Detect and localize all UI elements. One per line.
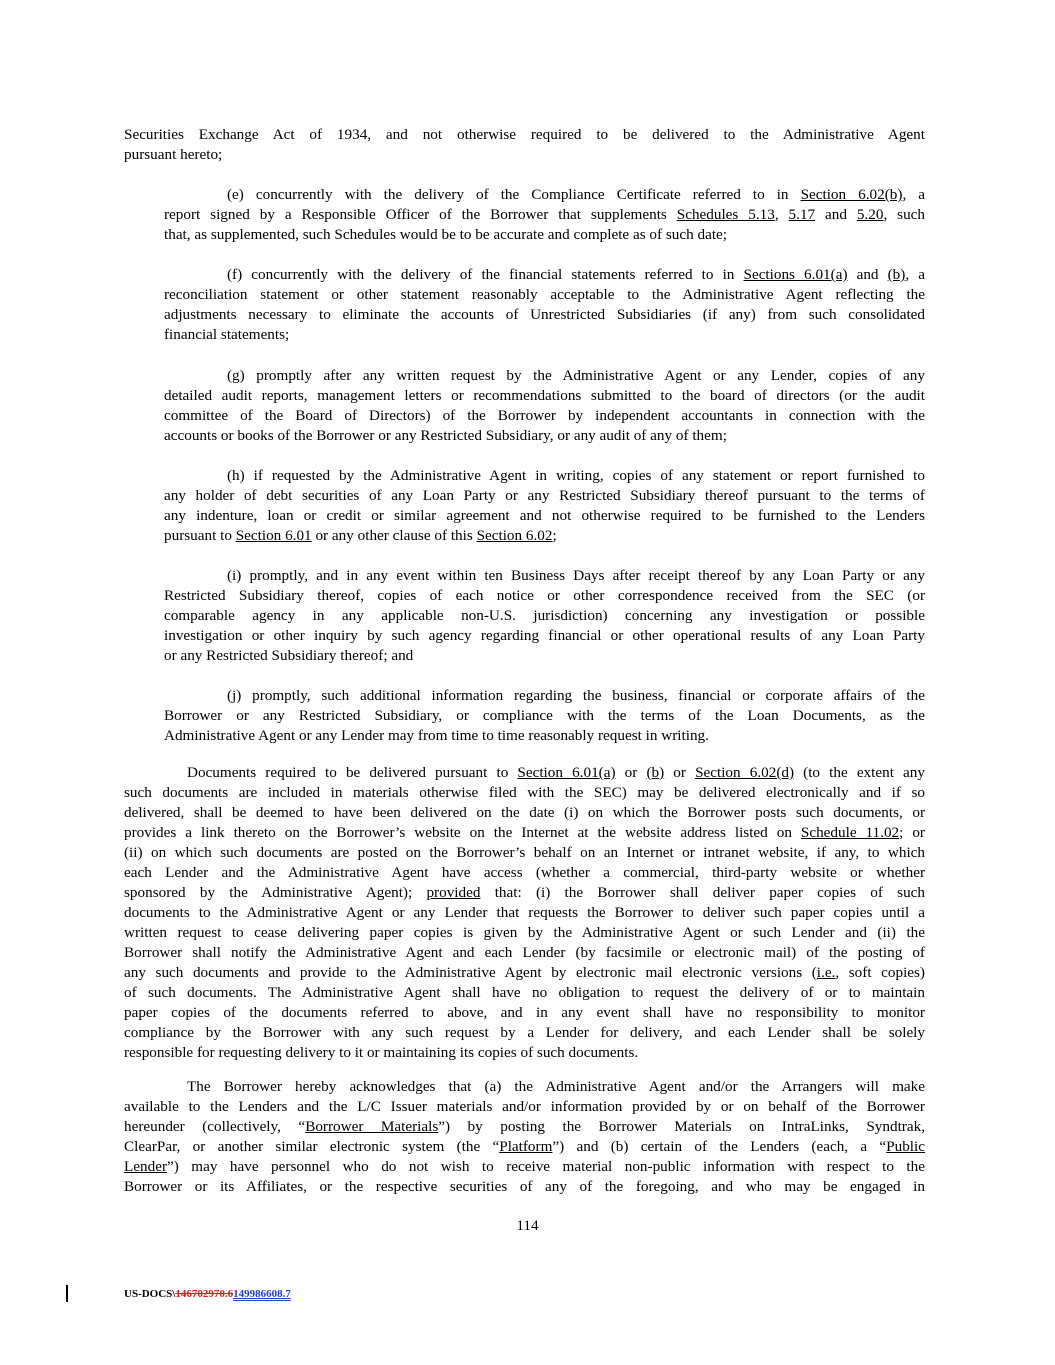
section-reference[interactable]: Section 6.02(d) — [695, 764, 795, 781]
text-line: any holder of debt securities of any Loan Party or any Restricted Subsidiary thereof pursuant to the terms of — [164, 487, 925, 504]
text-segment: ”) by posting the Borrower Materials on IntraLinks, Syndtrak, — [438, 1118, 925, 1135]
text-line: or any Restricted Subsidiary thereof; and — [164, 647, 414, 664]
clause-h-paragraph — [124, 466, 925, 546]
text-line: Securities Exchange Act of 1934, and not otherwise required to be delivered to the Administrative Agent — [124, 126, 925, 143]
text-segment: , — [774, 206, 789, 223]
text-line: Borrower shall notify the Administrative Agent and each Lender (by facsimile or electronic mail) of the posting of — [124, 944, 925, 961]
text-line — [124, 205, 925, 225]
text-line — [124, 265, 925, 285]
text-segment: sponsored by the Administrative Agent); — [124, 884, 427, 901]
text-line: pursuant hereto; — [124, 146, 223, 163]
text-segment: or any other clause of this — [311, 527, 477, 544]
page-number: 114 — [516, 1217, 539, 1234]
text-line: committee of the Board of Directors) of the Borrower by independent accountants in connection with the — [164, 407, 925, 424]
text-segment: provides a link thereto on the Borrower’s website on the Internet at the website address listed on — [124, 824, 801, 841]
text-line: adjustments necessary to eliminate the accounts of Unrestricted Subsidiaries (if any) from such consolidated — [164, 306, 925, 323]
text-segment: ClearPar, or another similar electronic system (the “ — [124, 1138, 500, 1155]
text-segment: report signed by a Responsible Officer of the Borrower that supplements — [164, 206, 677, 223]
defined-term: Lender — [124, 1158, 168, 1175]
schedule-reference[interactable]: 5.20 — [856, 206, 884, 223]
clause-j-paragraph — [124, 686, 925, 746]
documents-delivery-paragraph — [124, 763, 925, 1063]
text-segment: that: (i) the Borrower shall deliver paper copies of such — [480, 884, 925, 901]
text-line — [124, 185, 925, 205]
text-segment: , such — [883, 206, 925, 223]
text-segment: (to the extent any — [794, 764, 925, 781]
text-line — [124, 883, 925, 903]
text-line: Borrower or its Affiliates, or the respective securities of any of the foregoing, and who may be engaged in — [124, 1178, 925, 1195]
text-line: Borrower or any Restricted Subsidiary, or compliance with the terms of the Loan Documents, as the — [164, 707, 925, 724]
text-segment: , a — [905, 266, 925, 283]
defined-term: provided — [426, 884, 481, 901]
text-segment: and — [847, 266, 888, 283]
text-line: investigation or other inquiry by such agency regarding financial or other operational results of any Loan Party — [164, 627, 925, 644]
text-line: comparable agency in any applicable non-U.S. jurisdiction) concerning any investigation or possible — [164, 607, 925, 624]
text-line: (i) promptly, and in any event within ten Business Days after receipt thereof by any Loan Party or any — [227, 567, 925, 584]
clause-g-paragraph — [124, 366, 925, 446]
text-segment: and — [815, 206, 857, 223]
text-line — [124, 763, 925, 783]
document-id-footer — [124, 1288, 291, 1300]
text-line — [124, 1137, 925, 1157]
inserted-document-id: 149986608.7 — [233, 1288, 291, 1300]
text-line: The Borrower hereby acknowledges that (a) the Administrative Agent and/or the Arrangers will make — [187, 1078, 925, 1095]
defined-term: Public — [886, 1138, 925, 1155]
text-line: delivered, shall be deemed to have been delivered on the date (i) on which the Borrower posts such documents, or — [124, 804, 925, 821]
text-segment: , soft copies) — [835, 964, 925, 981]
text-segment: (e) concurrently with the delivery of the Compliance Certificate referred to in — [227, 186, 801, 203]
text-line: that, as supplemented, such Schedules would be to be accurate and complete as of such date; — [164, 226, 728, 243]
section-reference[interactable]: (b) — [887, 266, 906, 283]
section-reference[interactable]: Section 6.01 — [235, 527, 312, 544]
text-line: any indenture, loan or credit or similar agreement and not otherwise required to be furnished to the Lenders — [164, 507, 925, 524]
text-segment: (f) concurrently with the delivery of the financial statements referred to in — [227, 266, 744, 283]
section-reference[interactable]: Section 6.02 — [476, 527, 553, 544]
deleted-document-id: 146702970.6 — [175, 1288, 234, 1300]
text-segment: any such documents and provide to the Administrative Agent by electronic mail electronic versions ( — [124, 964, 817, 981]
defined-term: Platform — [499, 1138, 553, 1155]
text-line — [124, 823, 925, 843]
text-segment: or — [664, 764, 696, 781]
text-line: financial statements; — [164, 326, 290, 343]
text-segment: pursuant to — [164, 527, 236, 544]
text-line: (h) if requested by the Administrative Agent in writing, copies of any statement or report furnished to — [227, 467, 925, 484]
text-segment: ”) may have personnel who do not wish to receive material non-public information with respect to the — [167, 1158, 925, 1175]
section-reference[interactable]: Section 6.02(b) — [800, 186, 903, 203]
text-line: (g) promptly after any written request by the Administrative Agent or any Lender, copies of any — [227, 367, 925, 384]
text-line — [124, 526, 925, 546]
text-segment: ; — [552, 527, 557, 544]
section-reference[interactable]: (b) — [646, 764, 665, 781]
clause-f-paragraph — [124, 265, 925, 345]
text-line: of such documents. The Administrative Agent shall have no obligation to request the delivery of or to maintain — [124, 984, 925, 1001]
intro-paragraph — [124, 125, 925, 165]
text-line — [124, 963, 925, 983]
text-line: Administrative Agent or any Lender may from time to time reasonably request in writing. — [164, 727, 709, 744]
text-line: available to the Lenders and the L/C Issuer materials and/or information provided by or on behalf of the Borrower — [124, 1098, 925, 1115]
defined-term: i.e. — [816, 964, 836, 981]
section-reference[interactable]: Sections 6.01(a) — [743, 266, 848, 283]
text-line: written request to cease delivering paper copies is given by the Administrative Agent or such Lender and (ii) the — [124, 924, 925, 941]
text-line: responsible for requesting delivery to it or maintaining its copies of such documents. — [124, 1044, 639, 1061]
text-line — [124, 1157, 925, 1177]
borrower-acknowledgement-paragraph — [124, 1077, 925, 1197]
schedule-reference[interactable]: 5.17 — [788, 206, 816, 223]
text-line — [124, 1117, 925, 1137]
text-segment: , a — [902, 186, 925, 203]
clause-e-paragraph — [124, 185, 925, 245]
text-line: (ii) on which such documents are posted on the Borrower’s behalf on an Internet or intranet website, if any, to which — [124, 844, 925, 861]
defined-term: Borrower Materials — [305, 1118, 439, 1135]
clause-i-paragraph — [124, 566, 925, 666]
text-line: compliance by the Borrower with any such request by a Lender for delivery, and each Lender shall be solely — [124, 1024, 925, 1041]
revision-change-bar — [66, 1285, 68, 1302]
document-id-prefix: US-DOCS\ — [124, 1288, 176, 1300]
text-line: accounts or books of the Borrower or any Restricted Subsidiary, or any audit of any of them; — [164, 427, 727, 444]
text-line: reconciliation statement or other statement reasonably acceptable to the Administrative Agent reflecting the — [164, 286, 925, 303]
text-line: Restricted Subsidiary thereof, copies of each notice or other correspondence received from the SEC (or — [164, 587, 925, 604]
schedule-reference[interactable]: Schedules 5.13 — [676, 206, 775, 223]
text-line: documents to the Administrative Agent or any Lender that requests the Borrower to deliver such paper copies until a — [124, 904, 925, 921]
text-line: such documents are included in materials otherwise filed with the SEC) may be delivered electronically and if so — [124, 784, 925, 801]
text-line: detailed audit reports, management letters or recommendations submitted to the board of directors (or the audit — [164, 387, 925, 404]
text-line: (j) promptly, such additional information regarding the business, financial or corporate affairs of the — [227, 687, 925, 704]
text-segment: hereunder (collectively, “ — [124, 1118, 306, 1135]
text-segment: Documents required to be delivered pursuant to — [187, 764, 518, 781]
text-segment: ”) and (b) certain of the Lenders (each, a “ — [552, 1138, 887, 1155]
text-line: paper copies of the documents referred to above, and in any event shall have no responsibility to monitor — [124, 1004, 925, 1021]
text-segment: or — [615, 764, 647, 781]
schedule-reference[interactable]: Schedule 11.02 — [800, 824, 900, 841]
text-segment: ; or — [899, 824, 925, 841]
text-line: each Lender and the Administrative Agent have access (whether a commercial, third-party website or whether — [124, 864, 925, 881]
section-reference[interactable]: Section 6.01(a) — [517, 764, 616, 781]
